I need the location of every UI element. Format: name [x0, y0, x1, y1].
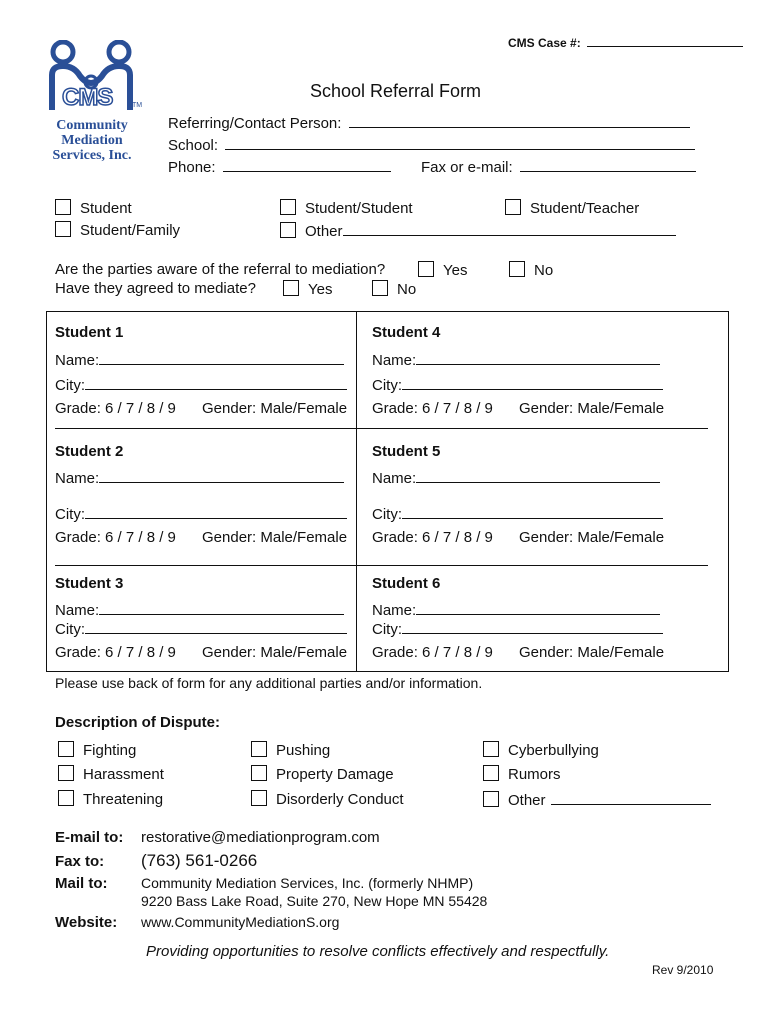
student-2-grade: Grade: 6 / 7 / 8 / 9 [55, 529, 176, 546]
name-line [416, 600, 660, 615]
city-line [85, 504, 347, 519]
student-1-name-field[interactable] [55, 350, 344, 369]
checkbox-icon[interactable] [251, 741, 267, 757]
dispute-pushing[interactable] [251, 741, 330, 759]
website-value[interactable]: www.CommunityMediationS.org [141, 914, 340, 930]
no-label: No [534, 262, 554, 279]
city-line [85, 375, 347, 390]
referring-label: Referring/Contact Person: [168, 115, 342, 132]
tagline: Providing opportunities to resolve conflicts effectively and respectfully. [146, 943, 610, 960]
phone-label: Phone: [168, 159, 216, 176]
checkbox-icon[interactable] [509, 261, 525, 277]
student-6-city-field[interactable] [372, 619, 663, 638]
fax-email-label: Fax or e-mail: [421, 159, 513, 176]
option-label: Threatening [83, 791, 164, 808]
student-6-title: Student 6 [372, 575, 441, 592]
aware-no[interactable] [509, 261, 553, 279]
option-other[interactable] [280, 221, 676, 240]
city-label: City: [372, 621, 402, 638]
student-5-gender: Gender: Male/Female [519, 529, 665, 546]
table-row-divider [55, 565, 708, 566]
dispute-title: Description of Dispute: [55, 714, 221, 731]
page-title: School Referral Form [310, 81, 482, 101]
dispute-other[interactable] [483, 790, 711, 809]
student-5-name-field[interactable] [372, 468, 660, 487]
dispute-fighting[interactable] [58, 741, 136, 759]
checkbox-icon[interactable] [251, 765, 267, 781]
student-6-grade: Grade: 6 / 7 / 8 / 9 [372, 644, 493, 661]
student-3-city-field[interactable] [55, 619, 347, 638]
mail-label: Mail to: [55, 875, 108, 892]
student-2-title: Student 2 [55, 443, 124, 460]
dispute-rumors[interactable] [483, 765, 561, 783]
table-column-divider [356, 311, 357, 672]
email-label: E-mail to: [55, 829, 124, 846]
agreed-no[interactable] [372, 280, 416, 298]
fax-value: (763) 561-0266 [141, 851, 258, 870]
option-label: Student/Teacher [530, 200, 640, 217]
student-4-city-field[interactable] [372, 375, 663, 394]
mail-line-2: 9220 Bass Lake Road, Suite 270, New Hope MN 55428 [141, 893, 488, 909]
option-label: Cyberbullying [508, 742, 599, 759]
option-student-student[interactable] [280, 199, 413, 217]
phone-field[interactable] [168, 157, 391, 176]
checkbox-icon[interactable] [55, 199, 71, 215]
student-5-title: Student 5 [372, 443, 441, 460]
student-4-name-field[interactable] [372, 350, 660, 369]
dispute-harassment[interactable] [58, 765, 164, 783]
student-2-city-field[interactable] [55, 504, 347, 523]
dispute-property-damage[interactable] [251, 765, 394, 783]
fax-label: Fax to: [55, 853, 105, 870]
yes-label: Yes [443, 262, 468, 279]
checkbox-icon[interactable] [58, 765, 74, 781]
student-1-grade: Grade: 6 / 7 / 8 / 9 [55, 400, 176, 417]
cms-case-field[interactable] [508, 32, 743, 50]
student-3-title: Student 3 [55, 575, 124, 592]
cms-case-label: CMS Case #: [508, 36, 581, 50]
checkbox-icon[interactable] [283, 280, 299, 296]
checkbox-icon[interactable] [280, 222, 296, 238]
fax-email-field[interactable] [421, 157, 696, 176]
student-1-city-field[interactable] [55, 375, 347, 394]
agreed-yes[interactable] [283, 280, 332, 298]
student-5-grade: Grade: 6 / 7 / 8 / 9 [372, 529, 493, 546]
name-label: Name: [372, 470, 417, 487]
logo-org-name [40, 118, 144, 163]
name-label: Name: [55, 352, 100, 369]
option-label: Rumors [508, 766, 561, 783]
city-label: City: [372, 377, 402, 394]
student-1-title: Student 1 [55, 324, 124, 341]
checkbox-icon[interactable] [483, 791, 499, 807]
checkbox-icon[interactable] [280, 199, 296, 215]
name-label: Name: [372, 352, 417, 369]
name-line [416, 468, 660, 483]
checkbox-icon[interactable] [418, 261, 434, 277]
cms-logo [46, 40, 142, 120]
logo-org-line-3: Services, Inc. [52, 148, 132, 163]
checkbox-icon[interactable] [251, 790, 267, 806]
name-label: Name: [55, 602, 100, 619]
option-label: Harassment [83, 766, 164, 783]
checkbox-icon[interactable] [505, 199, 521, 215]
mail-line-1: Community Mediation Services, Inc. (formerly NHMP) [141, 875, 474, 891]
checkbox-icon[interactable] [483, 765, 499, 781]
option-label: Student/Student [305, 200, 413, 217]
student-2-gender: Gender: Male/Female [202, 529, 348, 546]
student-1-gender: Gender: Male/Female [202, 400, 348, 417]
email-value[interactable]: restorative@mediationprogram.com [141, 829, 380, 846]
other-line [343, 221, 676, 236]
city-line [402, 375, 663, 390]
student-3-gender: Gender: Male/Female [202, 644, 348, 661]
option-label: Pushing [276, 742, 331, 759]
dispute-cyberbullying[interactable] [483, 741, 599, 759]
checkbox-icon[interactable] [58, 790, 74, 806]
name-line [99, 350, 344, 365]
checkbox-icon[interactable] [58, 741, 74, 757]
student-2-name-field[interactable] [55, 468, 344, 487]
revision: Rev 9/2010 [652, 963, 714, 977]
question-agreed: Have they agreed to mediate? [55, 280, 256, 297]
name-label: Name: [372, 602, 417, 619]
name-line [416, 350, 660, 365]
referring-line [349, 113, 690, 128]
logo-letters: CMS [62, 84, 113, 111]
yes-label: Yes [308, 281, 333, 298]
website-label: Website: [55, 914, 118, 931]
city-line [402, 619, 663, 634]
student-4-gender: Gender: Male/Female [519, 400, 665, 417]
student-3-name-field[interactable] [55, 600, 344, 619]
student-3-grade: Grade: 6 / 7 / 8 / 9 [55, 644, 176, 661]
school-field[interactable] [168, 135, 695, 154]
option-label: Property Damage [276, 766, 394, 783]
other-line [551, 790, 711, 805]
no-label: No [397, 281, 417, 298]
referring-field[interactable] [168, 113, 690, 132]
dispute-threatening[interactable] [58, 790, 163, 808]
option-label: Other [305, 223, 343, 240]
checkbox-icon[interactable] [483, 741, 499, 757]
dispute-disorderly-conduct[interactable] [251, 790, 404, 808]
school-label: School: [168, 137, 219, 154]
option-label: Student [80, 200, 132, 217]
city-label: City: [55, 377, 85, 394]
name-label: Name: [55, 470, 100, 487]
student-4-title: Student 4 [372, 324, 441, 341]
option-student[interactable] [55, 199, 132, 217]
phone-line [223, 157, 391, 172]
option-label: Disorderly Conduct [276, 791, 404, 808]
checkbox-icon[interactable] [372, 280, 388, 296]
question-aware: Are the parties aware of the referral to mediation? [55, 261, 386, 278]
city-line [85, 619, 347, 634]
logo-org-line-1: Community [56, 118, 128, 133]
aware-yes[interactable] [418, 261, 467, 279]
option-student-teacher[interactable] [505, 199, 639, 217]
city-label: City: [55, 621, 85, 638]
table-row-divider [55, 428, 708, 429]
checkbox-icon[interactable] [55, 221, 71, 237]
city-label: City: [372, 506, 402, 523]
student-4-grade: Grade: 6 / 7 / 8 / 9 [372, 400, 493, 417]
city-label: City: [55, 506, 85, 523]
cms-case-line [587, 32, 743, 47]
fax-email-line [520, 157, 696, 172]
name-line [99, 600, 344, 615]
option-label: Other [508, 792, 546, 809]
city-line [402, 504, 663, 519]
option-label: Student/Family [80, 222, 181, 239]
option-student-family[interactable] [55, 221, 180, 239]
logo-org-line-2: Mediation [61, 133, 123, 148]
student-6-name-field[interactable] [372, 600, 660, 619]
student-5-city-field[interactable] [372, 504, 663, 523]
student-6-gender: Gender: Male/Female [519, 644, 665, 661]
logo-tm: TM [132, 102, 143, 109]
option-label: Fighting [83, 742, 137, 759]
school-line [225, 135, 695, 150]
back-note: Please use back of form for any additional parties and/or information. [55, 675, 483, 691]
name-line [99, 468, 344, 483]
